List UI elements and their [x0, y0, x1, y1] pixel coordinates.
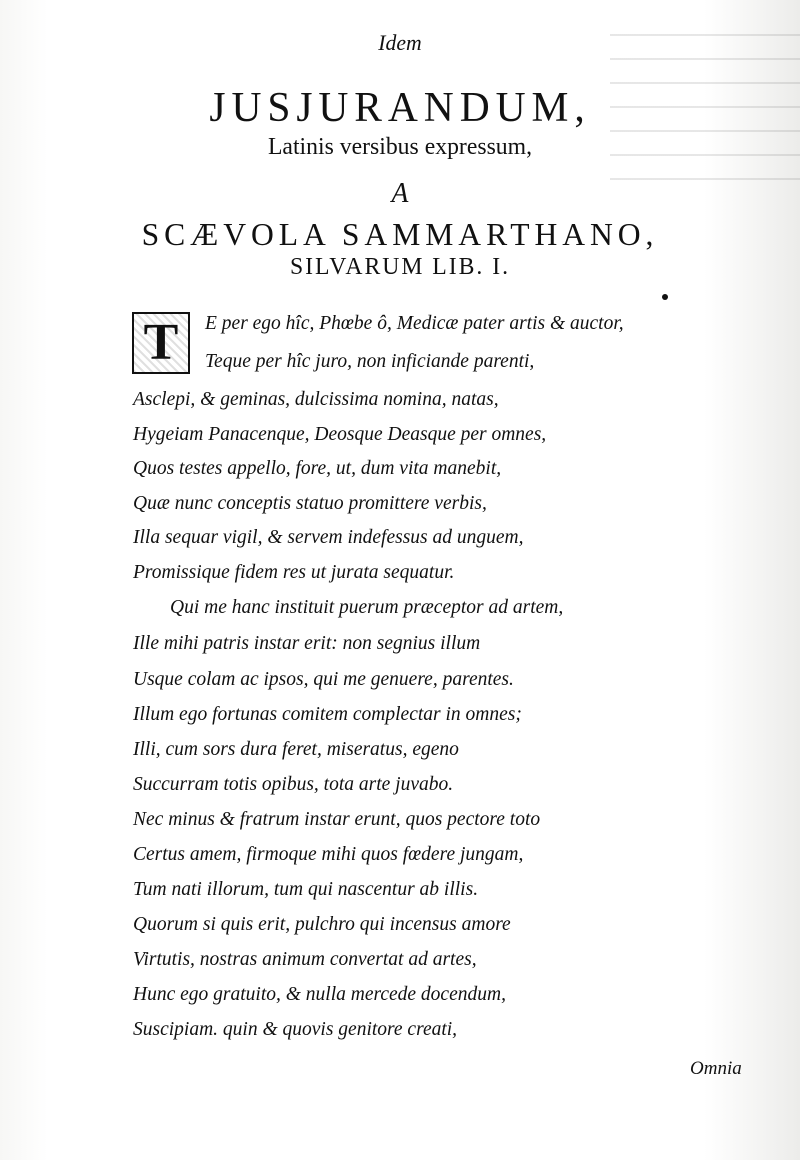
- verse-line: Hunc ego gratuito, & nulla mercede docendum,: [133, 984, 506, 1005]
- verse-line: Virtutis, nostras animum convertat ad artes,: [133, 949, 477, 970]
- verse-line: Hygeiam Panacenque, Deosque Deasque per omnes,: [133, 424, 547, 445]
- verse-line: Asclepi, & geminas, dulcissima nomina, natas,: [133, 389, 499, 410]
- verse-line: Quorum si quis erit, pulchro qui incensus amore: [133, 914, 511, 935]
- subtitle: Latinis versibus expressum,: [267, 134, 533, 160]
- verse-line: Certus amem, firmoque mihi quos fœdere jungam,: [133, 844, 524, 865]
- verse-line: Illa sequar vigil, & servem indefessus ad unguem,: [133, 527, 524, 548]
- verse-line: Teque per hîc juro, non inficiande parenti,: [205, 351, 535, 372]
- verse-line: Succurram totis opibus, tota arte juvabo.: [133, 774, 454, 795]
- verse-line: Promissique fidem res ut jurata sequatur.: [133, 562, 455, 583]
- decorated-initial: T: [132, 312, 190, 374]
- verse-line: Illum ego fortunas comitem complectar in omnes;: [133, 704, 522, 725]
- book-reference: SILVARUM LIB. I.: [289, 254, 511, 280]
- verse-line: Ille mihi patris instar erit: non segnius illum: [133, 633, 481, 654]
- attribution-a: A: [391, 178, 409, 209]
- verse-line: Quos testes appello, fore, ut, dum vita manebit,: [133, 458, 502, 479]
- verse-line: Nec minus & fratrum instar erunt, quos pectore toto: [133, 809, 541, 830]
- page-title: JUSJURANDUM,: [209, 85, 591, 131]
- verse-line: E per ego hîc, Phœbe ô, Medicæ pater artis & auctor,: [205, 313, 624, 334]
- verse-line: Quæ nunc conceptis statuo promittere verbis,: [133, 493, 487, 514]
- idem-heading: Idem: [378, 30, 422, 55]
- verse-line: Suscipiam. quin & quovis genitore creati,: [133, 1019, 458, 1040]
- ornament-dot: [662, 294, 668, 300]
- verse-line: Qui me hanc instituit puerum præceptor ad artem,: [170, 597, 564, 618]
- verse-line: Tum nati illorum, tum qui nascentur ab illis.: [133, 879, 479, 900]
- catchword: Omnia: [690, 1058, 742, 1079]
- verse-line: Usque colam ac ipsos, qui me genuere, parentes.: [133, 669, 514, 690]
- author-name: SCÆVOLA SAMMARTHANO,: [141, 216, 659, 252]
- verse-line: Illi, cum sors dura feret, miseratus, egeno: [133, 739, 459, 760]
